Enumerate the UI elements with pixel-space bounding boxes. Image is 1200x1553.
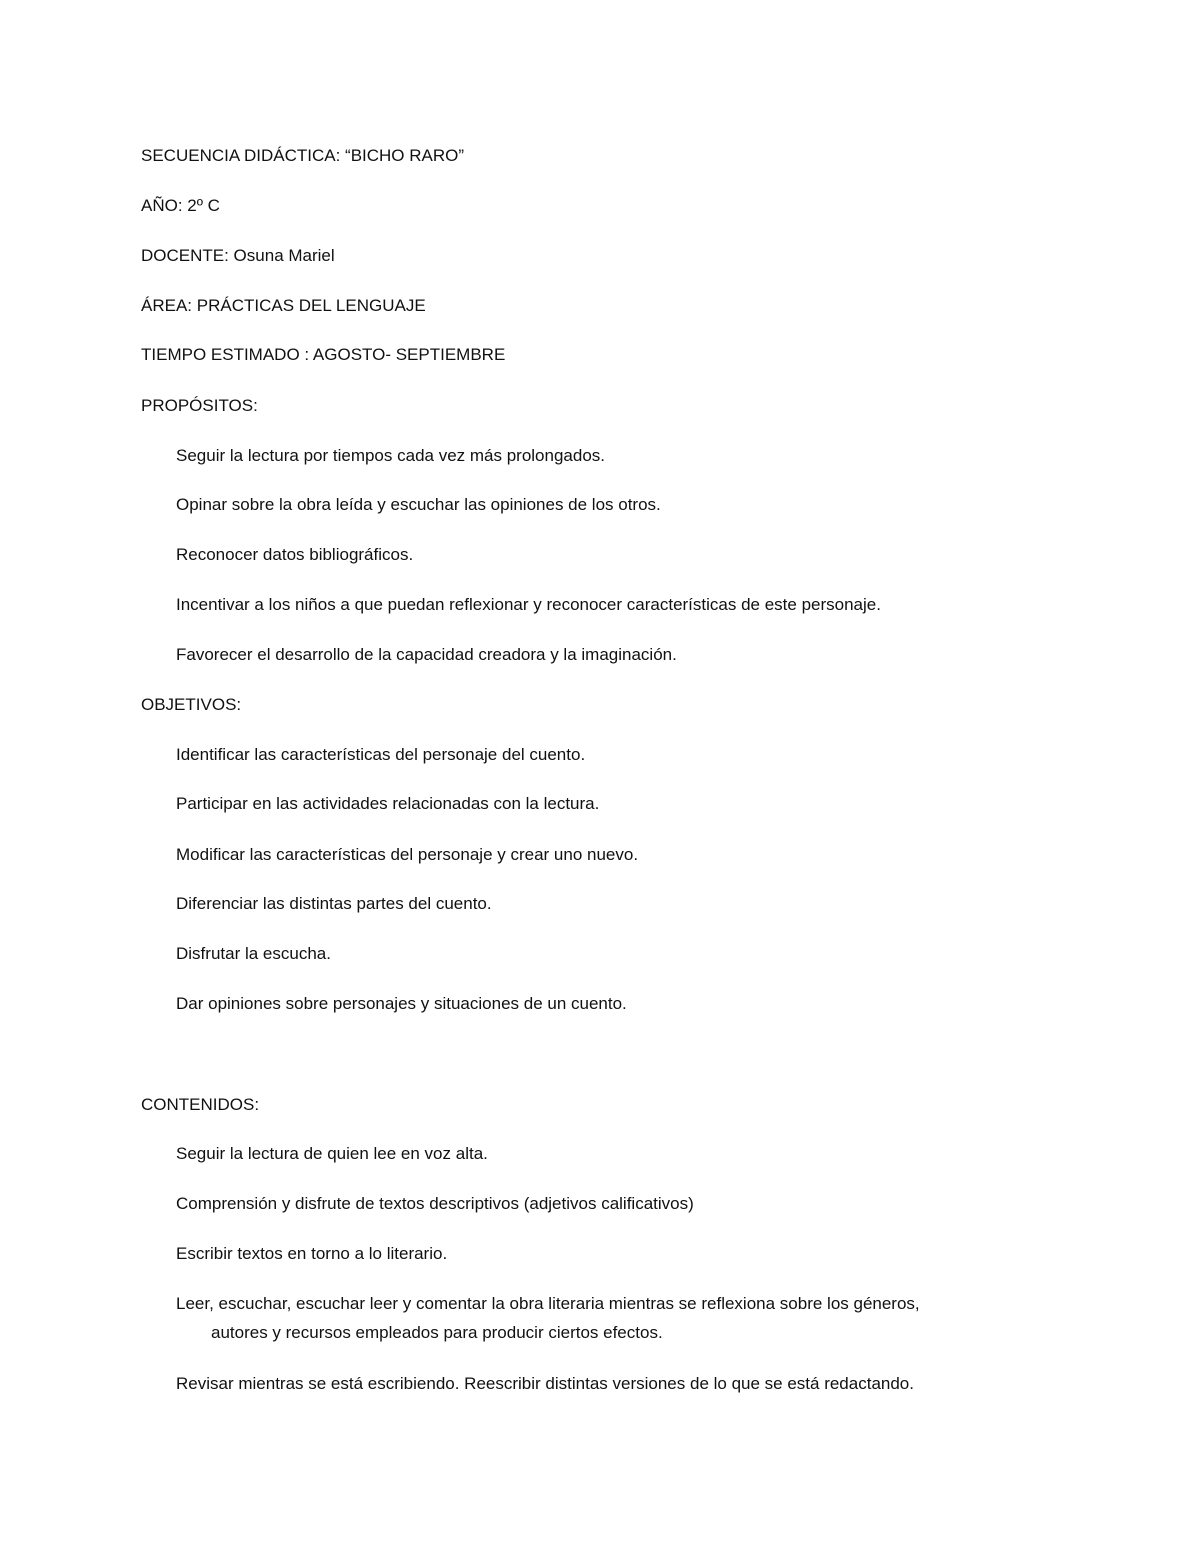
objetivos-heading: OBJETIVOS: [141, 695, 242, 714]
objetivo-item: Disfrutar la escucha. [176, 944, 331, 963]
proposito-item: Reconocer datos bibliográficos. [176, 545, 414, 564]
area-field: ÁREA: PRÁCTICAS DEL LENGUAJE [141, 296, 426, 315]
objetivo-item: Dar opiniones sobre personajes y situaciones de un cuento. [176, 994, 627, 1013]
contenido-item-continuation: autores y recursos empleados para producir ciertos efectos. [211, 1323, 663, 1342]
objetivo-item: Modificar las características del personaje y crear uno nuevo. [176, 845, 639, 864]
contenido-item: Comprensión y disfrute de textos descriptivos (adjetivos calificativos) [176, 1194, 694, 1213]
document-title: SECUENCIA DIDÁCTICA: “BICHO RARO” [141, 146, 465, 165]
estimated-time-field: TIEMPO ESTIMADO : AGOSTO- SEPTIEMBRE [141, 345, 506, 364]
proposito-item: Favorecer el desarrollo de la capacidad creadora y la imaginación. [176, 645, 677, 664]
contenido-item: Seguir la lectura de quien lee en voz alta. [176, 1144, 488, 1163]
objetivo-item: Identificar las características del personaje del cuento. [176, 745, 586, 764]
teacher-field: DOCENTE: Osuna Mariel [141, 246, 335, 265]
contenido-item: Revisar mientras se está escribiendo. Reescribir distintas versiones de lo que se está redactando. [176, 1374, 914, 1393]
contenido-item: Leer, escuchar, escuchar leer y comentar la obra literaria mientras se reflexiona sobre los géneros, [176, 1294, 920, 1313]
year-field: AÑO: 2º C [141, 196, 220, 215]
objetivo-item: Participar en las actividades relacionadas con la lectura. [176, 794, 600, 813]
proposito-item: Seguir la lectura por tiempos cada vez más prolongados. [176, 446, 606, 465]
contenidos-heading: CONTENIDOS: [141, 1095, 260, 1114]
proposito-item: Opinar sobre la obra leída y escuchar las opiniones de los otros. [176, 495, 661, 514]
proposito-item: Incentivar a los niños a que puedan reflexionar y reconocer características de este personaje. [176, 595, 881, 614]
objetivo-item: Diferenciar las distintas partes del cuento. [176, 894, 492, 913]
propositos-heading: PROPÓSITOS: [141, 396, 258, 415]
contenido-item: Escribir textos en torno a lo literario. [176, 1244, 448, 1263]
